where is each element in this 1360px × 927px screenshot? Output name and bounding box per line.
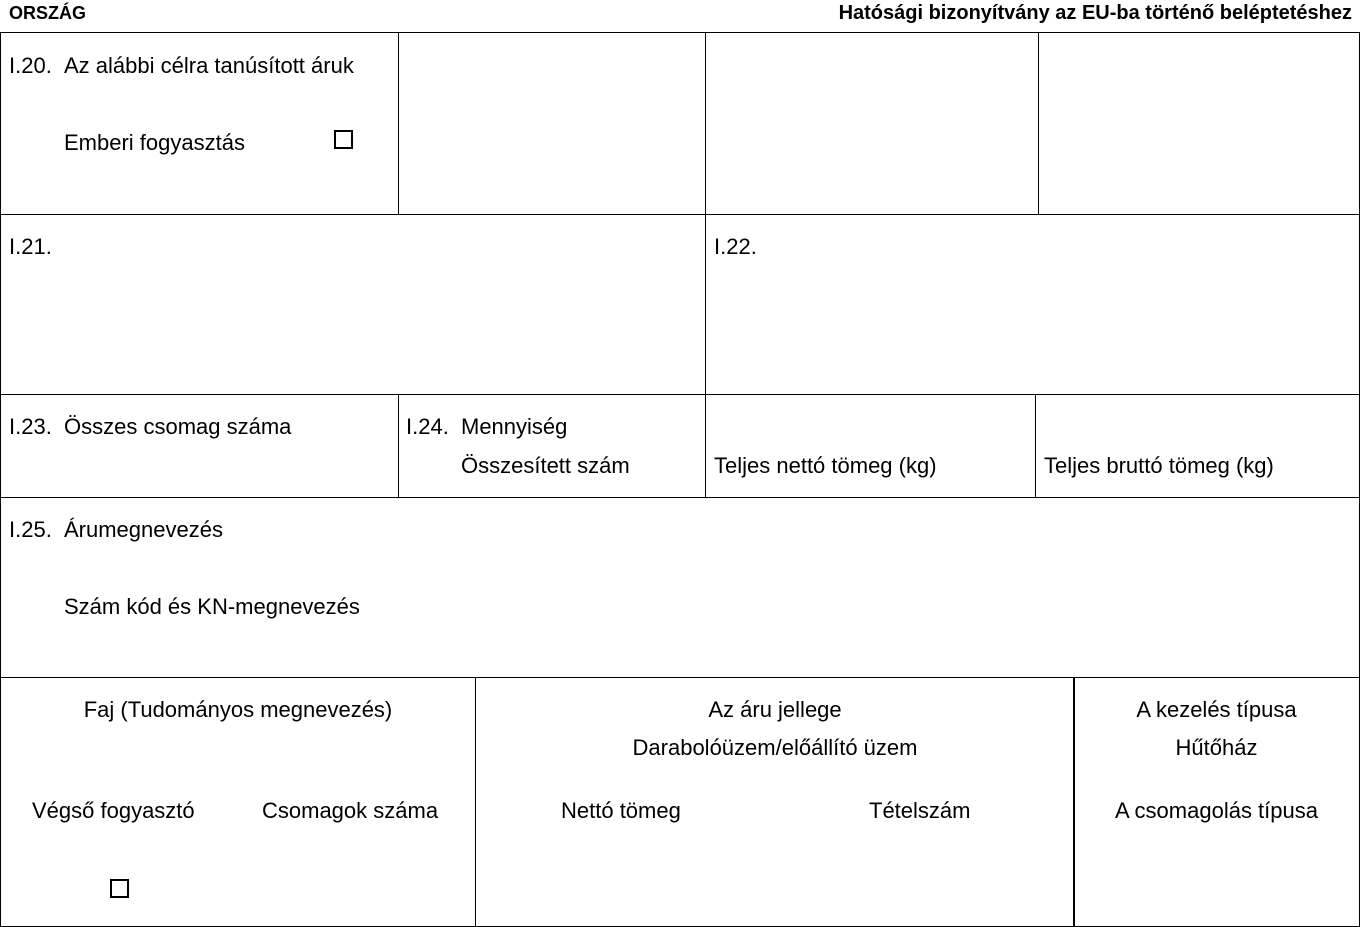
i24-label: Mennyiség bbox=[461, 414, 568, 439]
i22-cell bbox=[705, 214, 1360, 395]
net-weight-label: Nettó tömeg bbox=[561, 798, 681, 823]
gross-weight-cell bbox=[1035, 394, 1360, 498]
i24-cell bbox=[398, 394, 706, 498]
total-net-weight-label: Teljes nettó tömeg (kg) bbox=[714, 453, 937, 478]
treatment-cell bbox=[1073, 677, 1360, 927]
i24-total-count-label: Összesített szám bbox=[461, 453, 630, 478]
i22-number: I.22. bbox=[714, 234, 757, 259]
i20-cell bbox=[0, 32, 399, 215]
i20-blank-cell-3 bbox=[1038, 32, 1360, 215]
i25-label: Árumegnevezés bbox=[64, 517, 223, 542]
species-label: Faj (Tudományos megnevezés) bbox=[83, 697, 393, 722]
i21-cell bbox=[0, 214, 706, 395]
total-gross-weight-label: Teljes bruttó tömeg (kg) bbox=[1044, 453, 1274, 478]
i23-number: I.23. bbox=[9, 414, 52, 439]
i20-blank-cell-1 bbox=[398, 32, 706, 215]
human-consumption-label: Emberi fogyasztás bbox=[64, 130, 245, 155]
country-label: ORSZÁG bbox=[9, 3, 87, 23]
cn-code-label: Szám kód és KN-megnevezés bbox=[64, 594, 360, 619]
i20-number: I.20. bbox=[9, 53, 52, 78]
i20-label: Az alábbi célra tanúsított áruk bbox=[64, 53, 354, 78]
i23-cell bbox=[0, 394, 399, 498]
cold-store-label: Hűtőház bbox=[1175, 735, 1258, 760]
i25-number: I.25. bbox=[9, 517, 52, 542]
i21-number: I.21. bbox=[9, 234, 52, 259]
nature-cell bbox=[475, 677, 1075, 927]
final-consumer-checkbox[interactable] bbox=[110, 879, 129, 898]
nature-label: Az áru jellege bbox=[708, 697, 842, 722]
treatment-type-label: A kezelés típusa bbox=[1136, 697, 1297, 722]
lot-number-label: Tételszám bbox=[869, 798, 971, 823]
package-count-label: Csomagok száma bbox=[262, 798, 439, 823]
species-cell bbox=[0, 677, 476, 927]
i20-blank-cell-2 bbox=[705, 32, 1039, 215]
packaging-type-label: A csomagolás típusa bbox=[1114, 798, 1318, 823]
human-consumption-checkbox[interactable] bbox=[334, 130, 353, 149]
certificate-title: Hatósági bizonyítvány az EU-ba történő beléptetéshez bbox=[838, 2, 1352, 24]
net-weight-cell bbox=[705, 394, 1036, 498]
plant-label: Darabolóüzem/előállító üzem bbox=[632, 735, 918, 760]
i25-cell bbox=[0, 497, 1360, 678]
i23-label: Összes csomag száma bbox=[64, 414, 292, 439]
final-consumer-label: Végső fogyasztó bbox=[32, 798, 195, 823]
i24-number: I.24. bbox=[406, 414, 449, 439]
